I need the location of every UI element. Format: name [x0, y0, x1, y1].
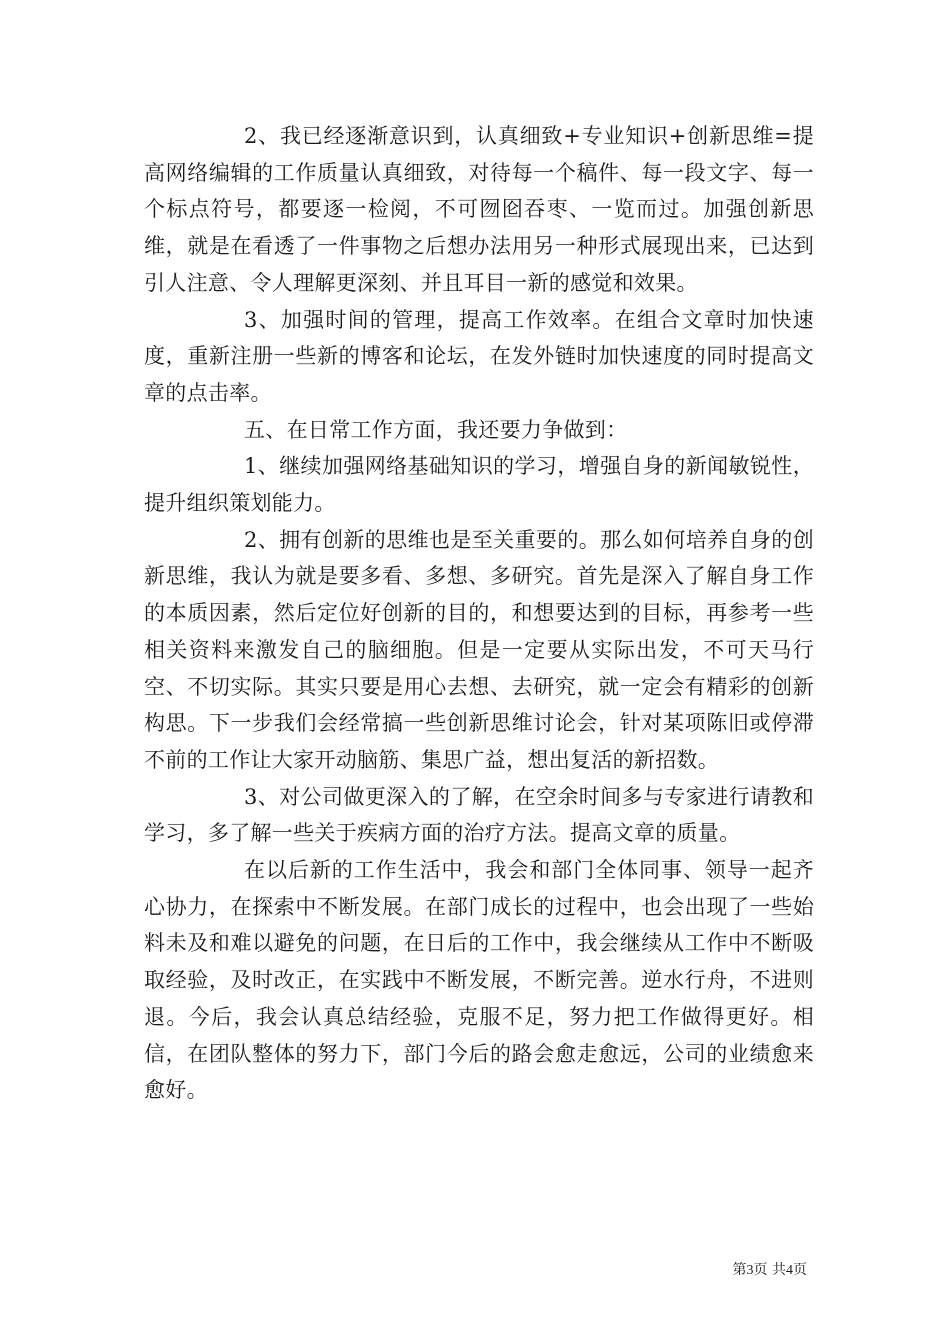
footer-total-pages: 4 [786, 1263, 793, 1278]
section-heading-daily-work: 五、在日常工作方面，我还要力争做到： [244, 417, 628, 442]
page-number-footer [733, 1261, 807, 1280]
paragraph-daily-point-3: 3、对公司做更深入的了解，在空余时间多与专家进行请教和学习，多了解一些关于疾病方面的治疗方法。提高文章的质量。 [144, 784, 814, 846]
footer-prefix: 第 [732, 1262, 747, 1278]
paragraph-conclusion: 在以后新的工作生活中，我会和部门全体同事、领导一起齐心协力，在探索中不断发展。在部门成长的过程中，也会出现了一些始料未及和难以避免的问题，在日后的工作中，我会继续从工作中不断吸取经验，及时改正，在实践中不断发展，不断完善。逆水行舟，不进则退。今后，我会认真总结经验，克服不足，努力把工作做得更好。相信，在团队整体的努力下，部门今后的路会愈走愈远，公司的业绩愈来愈好。 [144, 858, 814, 1103]
footer-suffix: 页 [793, 1262, 807, 1278]
paragraph-point-3-time-management: 3、加强时间的管理，提高工作效率。在组合文章时加快速度，重新注册一些新的博客和论坛，在发外链时加快速度的同时提高文章的点击率。 [144, 307, 814, 405]
paragraph-point-2-attention: 2、我已经逐渐意识到，认真细致+专业知识+创新思维=提高网络编辑的工作质量认真细致，对待每一个稿件、每一段文字、每一个标点符号，都要逐一检阅，不可囫囵吞枣、一览而过。加强创新思维，就是在看透了一件事物之后想办法用另一种形式展现出来，已达到引人注意、令人理解更深刻、并且耳目一新的感觉和效果。 [144, 124, 814, 295]
document-body [144, 118, 814, 1109]
paragraph-daily-point-1: 1、继续加强网络基础知识的学习，增强自身的新闻敏锐性，提升组织策划能力。 [144, 454, 814, 516]
footer-middle: 页 共 [753, 1262, 786, 1278]
paragraph-daily-point-2: 2、拥有创新的思维也是至关重要的。那么如何培养自身的创新思维，我认为就是要多看、多想、多研究。首先是深入了解自身工作的本质因素，然后定位好创新的目的，和想要达到的目标，再参考一些相关资料来激发自己的脑细胞。但是一定要从实际出发，不可天马行空、不切实际。其实只要是用心去想、去研究，就一定会有精彩的创新构思。下一步我们会经常搞一些创新思维讨论会，针对某项陈旧或停滞不前的工作让大家开动脑筋、集思广益，想出复活的新招数。 [144, 527, 814, 772]
footer-current-page: 3 [746, 1263, 754, 1278]
